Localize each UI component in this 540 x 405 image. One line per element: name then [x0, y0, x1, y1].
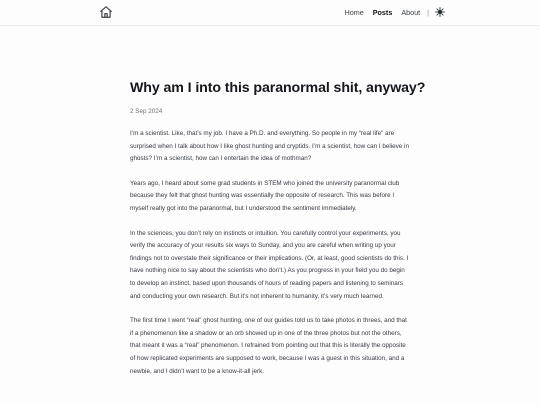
nav-home-link[interactable]: Home	[344, 7, 364, 17]
post-body	[130, 128, 410, 378]
main-nav	[345, 6, 445, 18]
nav-about-link[interactable]: About	[401, 7, 421, 17]
nav-separator: |	[427, 7, 429, 17]
post-title: Why am I into this paranormal shit, anyway?	[130, 80, 426, 96]
post-paragraph: In the sciences, you don’t rely on instincts or intuition. You carefully control your experiments, you verify the accuracy of your results six ways to Sunday, and you are careful when writing up your findings not to overstate their significance or their implications. (Or, at least, good scientists do this. I have nothing nice to say about the scientists who don’t.) As you progress in your field you do begin to develop an instinct, based upon thousands of hours of reading papers and listening to seminars and conducting your own research. But it’s not inherent to humanity, it’s very much learned.	[130, 229, 409, 300]
site-header	[0, 0, 540, 26]
post-article	[130, 80, 426, 390]
post-paragraph: The first time I went “real” ghost hunting, one of our guides told us to take photos in threes, and that if a phenomenon like a shadow or an orb showed up in one of the three photos but not the others, that meant it was a “real” phenomenon. I refrained from pointing out that this is literally the opposite of how replicated experiments are supposed to work, because I was a guest in this situation, and a newbie, and I didn’t want to be a know-it-all jerk.	[130, 317, 407, 375]
home-icon[interactable]	[99, 5, 113, 19]
post-paragraph: Years ago, I heard about some grad students in STEM who joined the university paranormal club because they felt that ghost hunting was essentially the opposite of research. This was before I myself really got into the paranormal, but I understood the sentiment immediately.	[130, 179, 400, 212]
nav-posts-link[interactable]: Posts	[372, 7, 393, 17]
bottom-fade	[0, 399, 540, 405]
post-date: 2 Sep 2024	[130, 108, 163, 115]
sun-icon[interactable]	[435, 7, 445, 17]
post-paragraph: I’m a scientist. Like, that’s my job. I have a Ph.D. and everything. So people in my “real life” are surprised when I talk about how I like ghost hunting and cryptids. I’m a scientist, how can I believe in ghosts? I’m a scientist, how can I entertain the idea of mothman?	[130, 130, 409, 163]
